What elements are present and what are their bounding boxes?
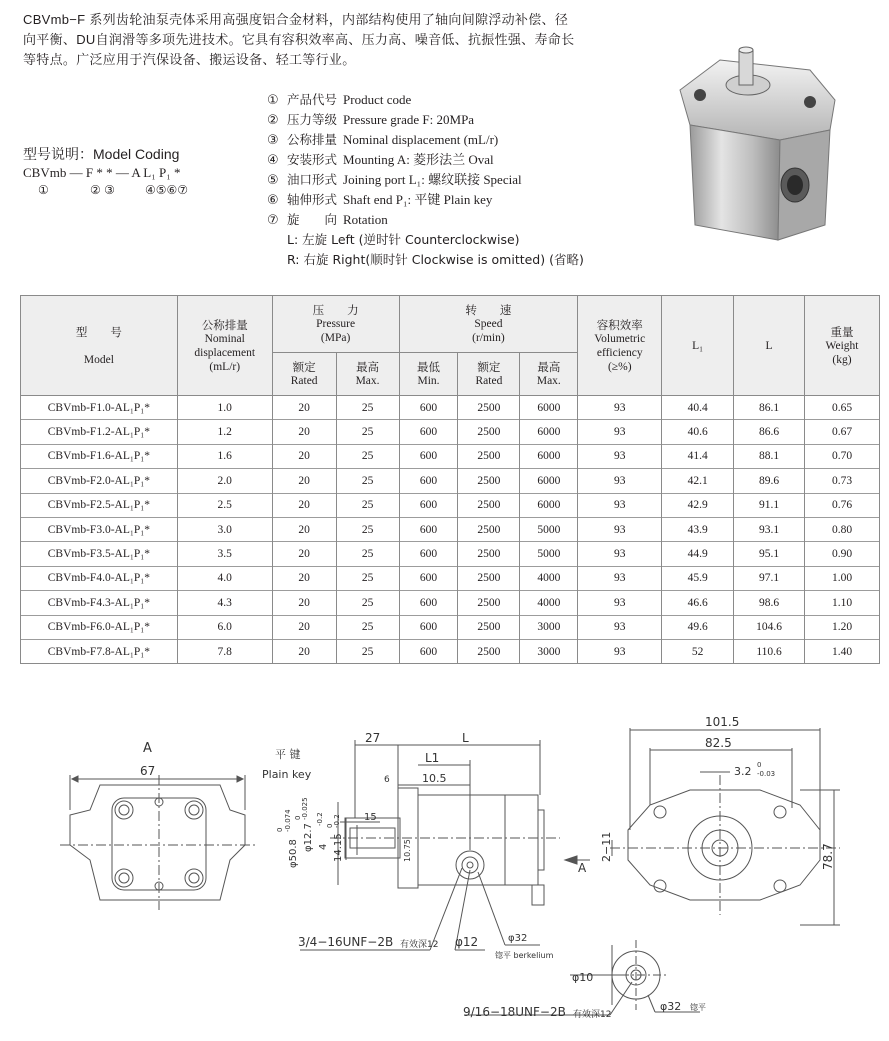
dim-10-75: 10.75 bbox=[403, 839, 412, 862]
table-cell: 6000 bbox=[520, 396, 578, 420]
table-cell: 20 bbox=[272, 591, 336, 615]
table-cell: 93 bbox=[578, 444, 662, 468]
table-cell: 600 bbox=[399, 517, 458, 541]
dim-L: L bbox=[462, 731, 469, 745]
model-coding-title: 型号说明：Model Coding bbox=[23, 146, 180, 162]
header-model: 型 号 Model bbox=[21, 296, 178, 396]
dim-phi50-tol-bot: -0.074 bbox=[284, 809, 292, 832]
table-cell: 86.6 bbox=[734, 420, 805, 444]
dim-phi32-port: φ32 bbox=[660, 1000, 682, 1013]
dim-78-7: 78.7 bbox=[821, 843, 835, 870]
table-cell: 25 bbox=[336, 493, 399, 517]
dim-27: 27 bbox=[365, 731, 381, 745]
coding-number: ① bbox=[38, 183, 49, 197]
dim-14-15: 14.15 bbox=[333, 833, 344, 862]
table-cell: 6000 bbox=[520, 420, 578, 444]
table-cell: 6000 bbox=[520, 493, 578, 517]
table-cell: 2500 bbox=[458, 639, 520, 663]
rear-view-drawing bbox=[610, 728, 840, 925]
dim-phi12-7-tol-bot: -0.025 bbox=[301, 797, 309, 820]
dim-101-5: 101.5 bbox=[705, 715, 740, 729]
header-pressure: 压 力 Pressure (MPa) bbox=[272, 296, 399, 353]
dim-phi12-7: φ12.7 bbox=[303, 823, 314, 852]
table-cell: 20 bbox=[272, 615, 336, 639]
table-cell: 2500 bbox=[458, 566, 520, 590]
header-l: L bbox=[734, 296, 805, 396]
table-cell: 2500 bbox=[458, 615, 520, 639]
table-row bbox=[21, 517, 880, 541]
port1-depth: 有效深12 bbox=[400, 940, 439, 950]
table-cell: CBVmb-F3.5-AL₁P₁* bbox=[21, 542, 178, 566]
table-cell: 25 bbox=[336, 615, 399, 639]
table-cell: 600 bbox=[399, 444, 458, 468]
table-cell: 600 bbox=[399, 566, 458, 590]
header-pressure-rated: 额定 Rated bbox=[272, 353, 336, 396]
table-cell: 0.80 bbox=[805, 517, 880, 541]
dim-phi12: φ12 bbox=[455, 935, 479, 949]
table-cell: CBVmb-F6.0-AL₁P₁* bbox=[21, 615, 178, 639]
table-cell: 20 bbox=[272, 493, 336, 517]
table-cell: 93 bbox=[578, 542, 662, 566]
dim-phi50-tol-top: 0 bbox=[276, 827, 284, 832]
table-cell: 1.40 bbox=[805, 639, 880, 663]
table-cell: 25 bbox=[336, 517, 399, 541]
table-cell: 600 bbox=[399, 542, 458, 566]
table-cell: 2500 bbox=[458, 444, 520, 468]
table-cell: 46.6 bbox=[662, 591, 734, 615]
table-cell: 93 bbox=[578, 591, 662, 615]
table-cell: 25 bbox=[336, 444, 399, 468]
rotation-right: R: 右旋 Right(顺时针 Clockwise is omitted) (省略) bbox=[287, 252, 584, 267]
dim-4-tol-bot: -0.2 bbox=[316, 812, 324, 826]
table-cell: 104.6 bbox=[734, 615, 805, 639]
param-row: ⑦ 旋 向 Rotation bbox=[267, 212, 388, 228]
header-l1: L₁ bbox=[662, 296, 734, 396]
table-cell: 600 bbox=[399, 639, 458, 663]
table-cell: CBVmb-F1.0-AL₁P₁* bbox=[21, 396, 178, 420]
phi32-note: 锪平 berkelium bbox=[495, 951, 554, 960]
table-cell: 4000 bbox=[520, 591, 578, 615]
plain-key-zh: 平 键 bbox=[275, 748, 301, 761]
table-cell: 93.1 bbox=[734, 517, 805, 541]
table-cell: 93 bbox=[578, 396, 662, 420]
table-cell: 3.0 bbox=[177, 517, 272, 541]
table-cell: 42.1 bbox=[662, 469, 734, 493]
table-cell: 20 bbox=[272, 639, 336, 663]
intro-paragraph bbox=[23, 10, 608, 70]
port1-thread: 3/4−16UNF−2B bbox=[298, 935, 394, 949]
table-cell: 93 bbox=[578, 517, 662, 541]
coding-number: ④⑤⑥⑦ bbox=[145, 183, 189, 197]
table-cell: 93 bbox=[578, 566, 662, 590]
table-cell: 2.0 bbox=[177, 469, 272, 493]
header-speed: 转 速 Speed (r/min) bbox=[399, 296, 578, 353]
dim-2-11: 2−11 bbox=[600, 831, 613, 862]
table-cell: 40.4 bbox=[662, 396, 734, 420]
header-efficiency: 容积效率 Volumetric efficiency (≥%) bbox=[578, 296, 662, 396]
table-cell: 3000 bbox=[520, 615, 578, 639]
table-cell: 600 bbox=[399, 493, 458, 517]
table-cell: 4.0 bbox=[177, 566, 272, 590]
table-cell: 6000 bbox=[520, 469, 578, 493]
table-cell: 25 bbox=[336, 639, 399, 663]
table-row bbox=[21, 396, 880, 420]
dim-phi12-7-tol-top: 0 bbox=[294, 815, 302, 820]
dim-3-2-tol-bot: -0.03 bbox=[757, 770, 776, 778]
table-cell: 2500 bbox=[458, 493, 520, 517]
intro-line: 向平衡、DU自润滑等多项先进技术。它具有容积效率高、压力高、噪音低、抗振性强、寿命长 bbox=[23, 32, 575, 47]
table-cell: 2500 bbox=[458, 469, 520, 493]
header-speed-max: 最高 Max. bbox=[520, 353, 578, 396]
table-cell: 25 bbox=[336, 469, 399, 493]
table-cell: 5000 bbox=[520, 542, 578, 566]
table-cell: 4000 bbox=[520, 566, 578, 590]
header-speed-min: 最低 Min. bbox=[399, 353, 458, 396]
table-cell: 88.1 bbox=[734, 444, 805, 468]
table-cell: 1.0 bbox=[177, 396, 272, 420]
table-row bbox=[21, 591, 880, 615]
table-row bbox=[21, 639, 880, 663]
table-cell: 110.6 bbox=[734, 639, 805, 663]
table-cell: CBVmb-F2.5-AL₁P₁* bbox=[21, 493, 178, 517]
table-cell: 1.10 bbox=[805, 591, 880, 615]
param-row: ⑤ 油口形式 Joining port L₁: 螺纹联接 Special bbox=[267, 172, 522, 188]
table-row bbox=[21, 566, 880, 590]
param-row: ② 压力等级 Pressure grade F: 20MPa bbox=[267, 112, 475, 128]
dim-3-2-tol-top: 0 bbox=[757, 761, 762, 769]
table-cell: 0.73 bbox=[805, 469, 880, 493]
table-row bbox=[21, 615, 880, 639]
table-row bbox=[21, 420, 880, 444]
table-cell: 42.9 bbox=[662, 493, 734, 517]
table-cell: 20 bbox=[272, 542, 336, 566]
rotation-left: L: 左旋 Left (逆时针 Counterclockwise) bbox=[287, 232, 520, 247]
table-cell: 93 bbox=[578, 639, 662, 663]
table-cell: 43.9 bbox=[662, 517, 734, 541]
param-row: ③ 公称排量 Nominal displacement (mL/r) bbox=[267, 132, 499, 148]
dim-15: 15 bbox=[364, 812, 377, 823]
arrow-A-label: A bbox=[578, 861, 587, 875]
table-cell: 3000 bbox=[520, 639, 578, 663]
table-cell: 52 bbox=[662, 639, 734, 663]
table-row bbox=[21, 469, 880, 493]
table-cell: 2500 bbox=[458, 542, 520, 566]
param-row: ① 产品代号 Product code bbox=[267, 92, 412, 108]
table-cell: 600 bbox=[399, 615, 458, 639]
table-row bbox=[21, 444, 880, 468]
intro-line: 等特点。广泛应用于汽保设备、搬运设备、轻工等行业。 bbox=[23, 52, 356, 67]
table-cell: 6.0 bbox=[177, 615, 272, 639]
dim-3-2: 3.2 bbox=[734, 765, 752, 778]
table-cell: CBVmb-F1.2-AL₁P₁* bbox=[21, 420, 178, 444]
table-cell: 0.65 bbox=[805, 396, 880, 420]
table-cell: 1.6 bbox=[177, 444, 272, 468]
table-cell: 20 bbox=[272, 469, 336, 493]
table-cell: 20 bbox=[272, 517, 336, 541]
header-speed-rated: 额定 Rated bbox=[458, 353, 520, 396]
table-cell: 25 bbox=[336, 420, 399, 444]
spec-table-body bbox=[21, 396, 880, 664]
header-displacement: 公称排量 Nominal displacement (mL/r) bbox=[177, 296, 272, 396]
table-cell: 2500 bbox=[458, 396, 520, 420]
coding-number: ② ③ bbox=[90, 183, 115, 197]
table-cell: 600 bbox=[399, 469, 458, 493]
table-cell: 20 bbox=[272, 396, 336, 420]
dim-82-5: 82.5 bbox=[705, 736, 732, 750]
table-cell: 1.00 bbox=[805, 566, 880, 590]
dim-4: 4 bbox=[318, 843, 329, 850]
technical-drawings bbox=[0, 700, 889, 1041]
table-cell: 20 bbox=[272, 566, 336, 590]
dim-10-5: 10.5 bbox=[422, 772, 447, 785]
table-row bbox=[21, 542, 880, 566]
table-cell: 97.1 bbox=[734, 566, 805, 590]
table-cell: 25 bbox=[336, 566, 399, 590]
dim-14-15-tol-bot: -0.2 bbox=[333, 814, 341, 828]
table-cell: 20 bbox=[272, 444, 336, 468]
table-cell: 44.9 bbox=[662, 542, 734, 566]
table-row bbox=[21, 493, 880, 517]
table-cell: 2500 bbox=[458, 420, 520, 444]
table-cell: CBVmb-F1.6-AL₁P₁* bbox=[21, 444, 178, 468]
header-pressure-max: 最高 Max. bbox=[336, 353, 399, 396]
table-cell: 91.1 bbox=[734, 493, 805, 517]
plain-key-en: Plain key bbox=[262, 768, 312, 781]
intro-line: CBVmb−F 系列齿轮油泵壳体采用高强度铝合金材料，内部结构使用了轴向间隙浮动补偿、径 bbox=[23, 12, 569, 27]
table-cell: 98.6 bbox=[734, 591, 805, 615]
param-row: ④ 安装形式 Mounting A: 菱形法兰 Oval bbox=[267, 152, 494, 168]
spec-table bbox=[20, 295, 880, 664]
table-cell: 2500 bbox=[458, 517, 520, 541]
table-cell: 1.2 bbox=[177, 420, 272, 444]
parameter-list bbox=[267, 90, 612, 270]
table-cell: 49.6 bbox=[662, 615, 734, 639]
table-cell: 6000 bbox=[520, 444, 578, 468]
table-cell: 0.67 bbox=[805, 420, 880, 444]
dim-6: 6 bbox=[384, 775, 390, 785]
table-cell: 0.90 bbox=[805, 542, 880, 566]
table-cell: 25 bbox=[336, 396, 399, 420]
table-cell: 25 bbox=[336, 591, 399, 615]
dim-67: 67 bbox=[140, 764, 156, 778]
table-cell: 93 bbox=[578, 469, 662, 493]
table-cell: CBVmb-F4.0-AL₁P₁* bbox=[21, 566, 178, 590]
dim-phi10: φ10 bbox=[572, 971, 594, 984]
table-cell: 600 bbox=[399, 591, 458, 615]
table-cell: 600 bbox=[399, 396, 458, 420]
table-cell: 20 bbox=[272, 420, 336, 444]
header-weight: 重量 Weight (kg) bbox=[805, 296, 880, 396]
table-cell: 93 bbox=[578, 615, 662, 639]
table-cell: 93 bbox=[578, 493, 662, 517]
table-cell: 2.5 bbox=[177, 493, 272, 517]
front-view-label: A bbox=[143, 741, 152, 756]
table-cell: 25 bbox=[336, 542, 399, 566]
dim-L1: L1 bbox=[425, 751, 440, 765]
dim-phi50-8: φ50.8 bbox=[288, 839, 299, 868]
front-view-drawing bbox=[60, 775, 255, 910]
table-cell: 5000 bbox=[520, 517, 578, 541]
table-cell: 95.1 bbox=[734, 542, 805, 566]
table-cell: 0.70 bbox=[805, 444, 880, 468]
table-cell: CBVmb-F3.0-AL₁P₁* bbox=[21, 517, 178, 541]
dim-phi32: φ32 bbox=[508, 933, 528, 944]
table-cell: 86.1 bbox=[734, 396, 805, 420]
model-coding-string: CBVmb — F * * — A L₁ P₁ * bbox=[23, 165, 181, 180]
phi32-port-note: 锪平 bbox=[690, 1003, 706, 1012]
table-cell: CBVmb-F7.8-AL₁P₁* bbox=[21, 639, 178, 663]
table-cell: CBVmb-F4.3-AL₁P₁* bbox=[21, 591, 178, 615]
table-cell: 4.3 bbox=[177, 591, 272, 615]
table-cell: 2500 bbox=[458, 591, 520, 615]
table-cell: 0.76 bbox=[805, 493, 880, 517]
param-row: ⑥ 轴伸形式 Shaft end P₁: 平键 Plain key bbox=[267, 192, 493, 208]
table-cell: 40.6 bbox=[662, 420, 734, 444]
port2-thread: 9/16−18UNF−2B bbox=[463, 1005, 566, 1019]
table-cell: 1.20 bbox=[805, 615, 880, 639]
table-cell: 600 bbox=[399, 420, 458, 444]
table-cell: 89.6 bbox=[734, 469, 805, 493]
table-cell: 3.5 bbox=[177, 542, 272, 566]
table-cell: 41.4 bbox=[662, 444, 734, 468]
table-cell: CBVmb-F2.0-AL₁P₁* bbox=[21, 469, 178, 493]
table-cell: 45.9 bbox=[662, 566, 734, 590]
dim-14-15-tol-top: 0 bbox=[326, 823, 334, 828]
table-cell: 93 bbox=[578, 420, 662, 444]
pump-photo bbox=[660, 40, 840, 260]
table-cell: 7.8 bbox=[177, 639, 272, 663]
port2-depth: 有效深12 bbox=[573, 1010, 612, 1020]
